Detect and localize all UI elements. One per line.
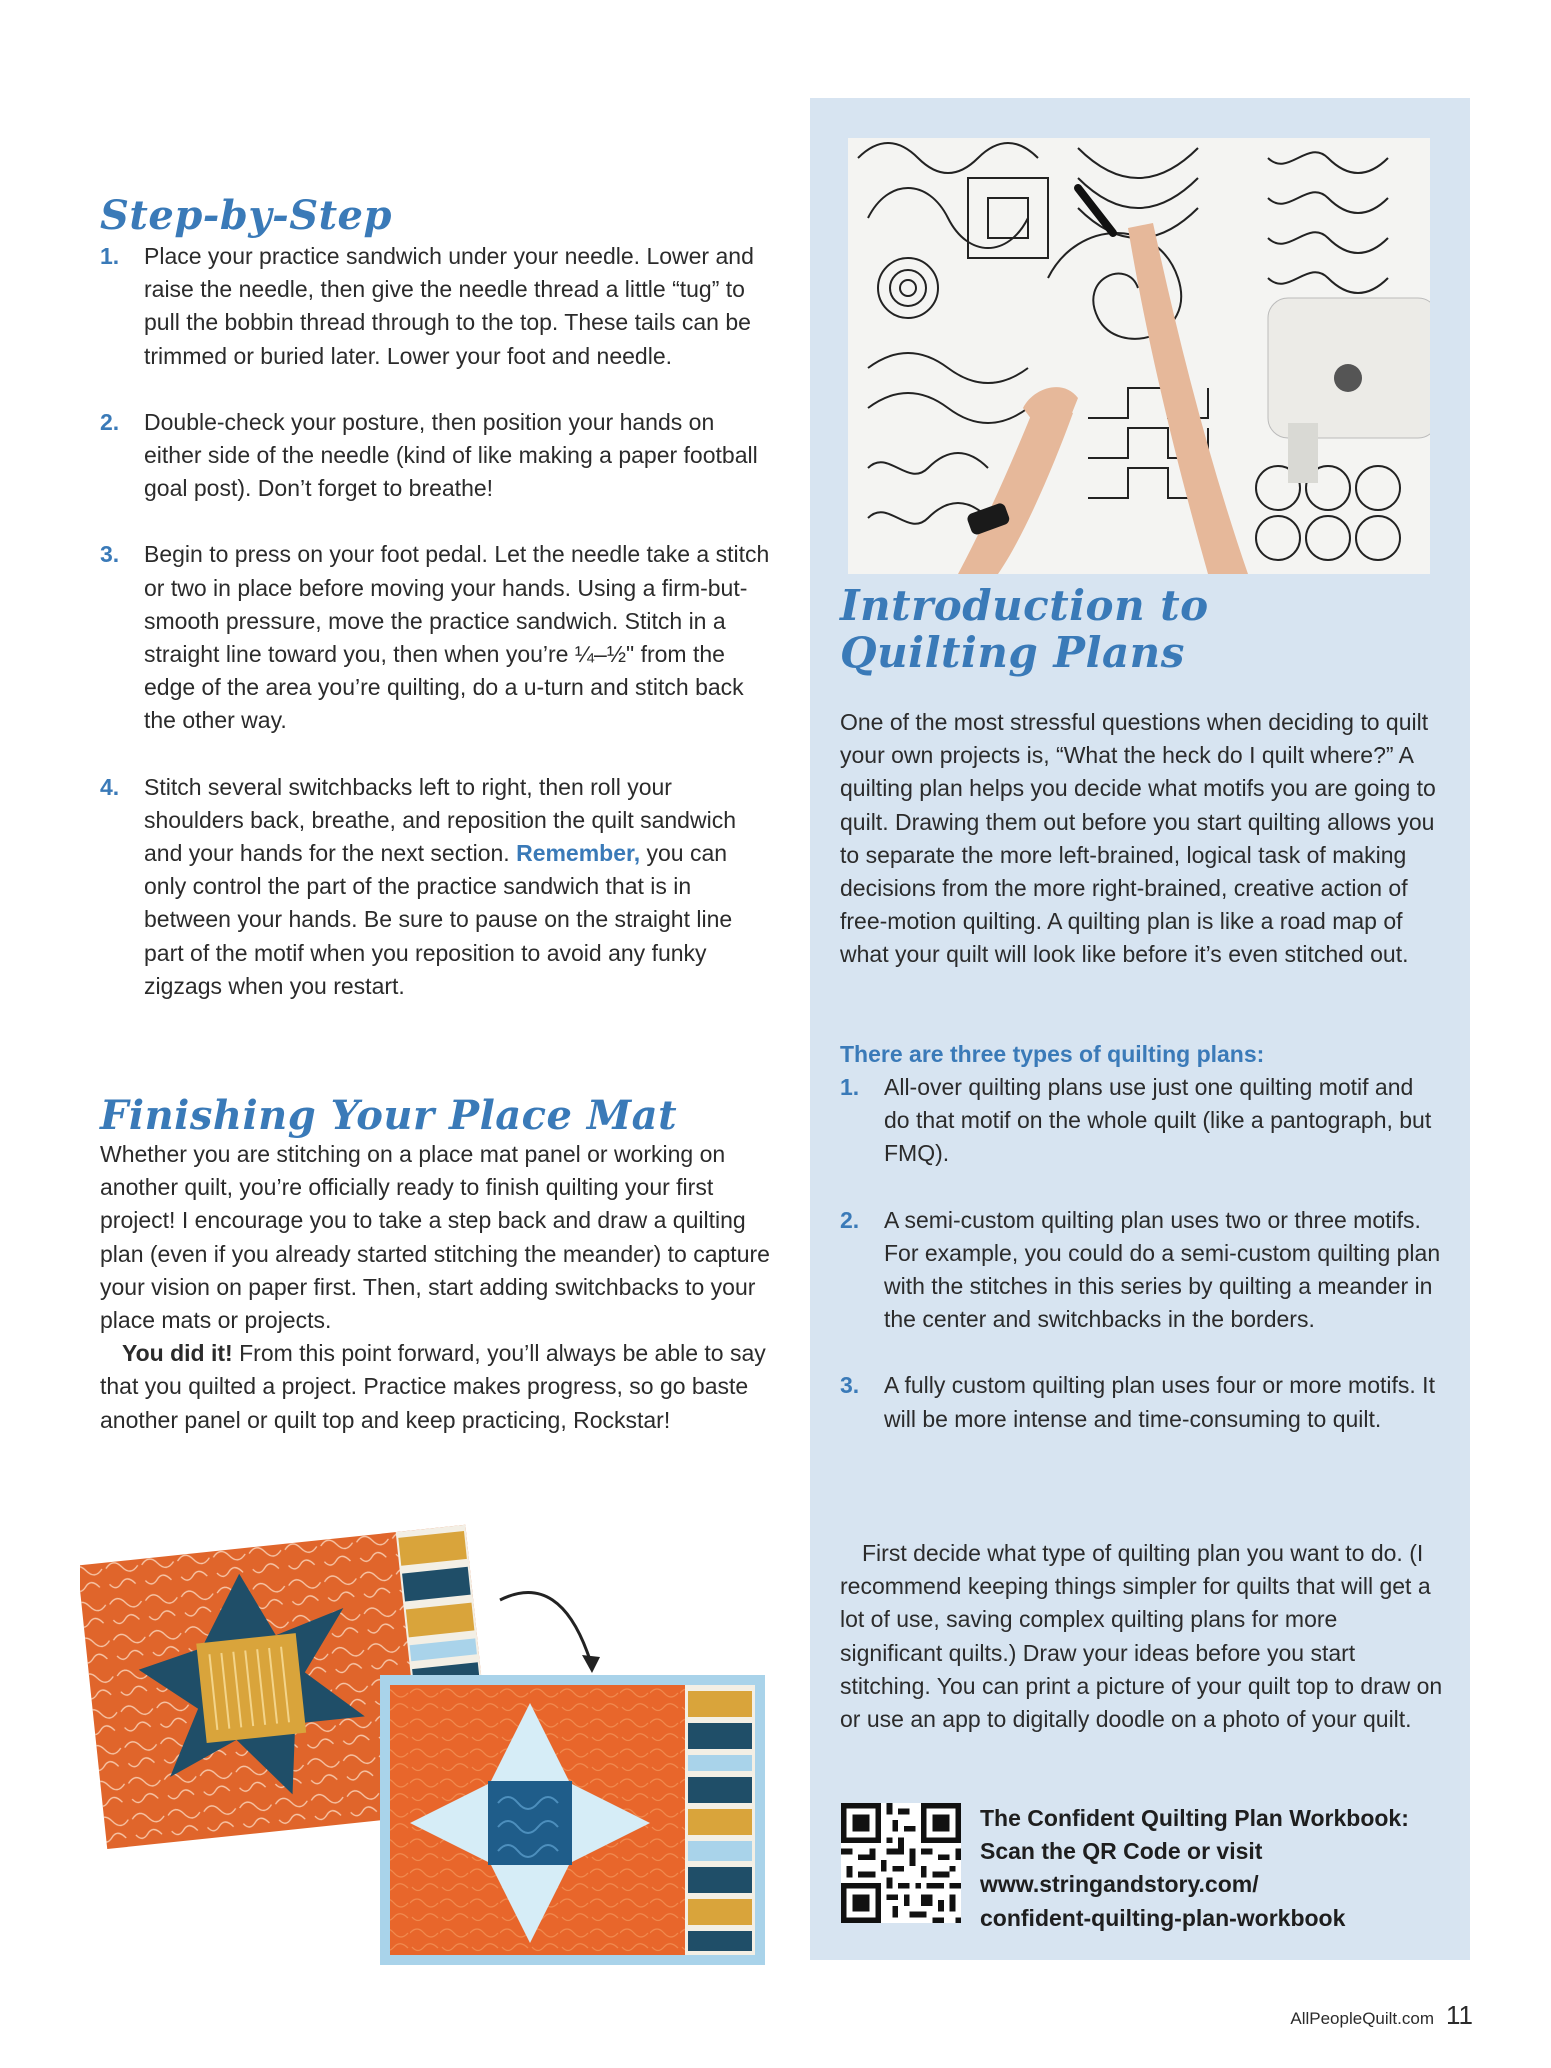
you-did-it-label: You did it! bbox=[122, 1340, 233, 1367]
site-name: AllPeopleQuilt.com bbox=[1290, 2009, 1434, 2028]
step-text: Begin to press on your foot pedal. Let the needle take a stitch or two in place before moving your hands. Using a firm-but-smooth pressure, move the practice sandwich. Stitch in a straight line toward you, then when you’re ¼–½" from the edge of the area you’re quilting, do a u-turn and stitch back the other way. bbox=[144, 541, 770, 734]
step-text: Stitch several switchbacks left to right, then roll your shoulders back, breathe, and reposition the quilt sandwich and your hands for the next section. bbox=[144, 773, 736, 867]
type-item bbox=[840, 1071, 1445, 1171]
remember-label: Remember, bbox=[516, 840, 641, 867]
front-place-mat bbox=[380, 1675, 765, 1965]
finishing-paragraph-text: From this point forward, you’ll always be able to say that you quilted a project. Practice makes progress, so go baste another panel or quilt top and keep practicing, Rockstar! bbox=[100, 1340, 766, 1433]
page-footer bbox=[1290, 2000, 1473, 2031]
finishing-paragraph-2 bbox=[100, 1337, 770, 1437]
step-text: Place your practice sandwich under your needle. Lower and raise the needle, then give the needle thread a little “tug” to pull the bobbin thread through to the top. These tails can be trimmed or buried later. Lower your foot and needle. bbox=[144, 243, 754, 369]
sidebar-heading-line-2: Quilting Plans bbox=[840, 628, 1185, 677]
type-number: 3. bbox=[840, 1372, 860, 1399]
step-list bbox=[100, 240, 770, 1003]
types-list bbox=[840, 1071, 1445, 1436]
step-item bbox=[100, 771, 770, 1003]
sidebar-closing: First decide what type of quilting plan you want to do. (I recommend keeping things simpler for quilts that will get a lot of use, saving complex quilting plans for more significant quilts.) Draw your ideas before you start stitching. You can print a picture of your quilt top to draw on or use an app to digitally doodle on a photo of your quilt. bbox=[840, 1540, 1443, 1733]
sidebar-heading-line-1: Introduction to bbox=[840, 581, 1209, 630]
workbook-url-line-1[interactable]: www.stringandstory.com/ bbox=[980, 1871, 1259, 1898]
workbook-title: The Confident Quilting Plan Workbook: bbox=[980, 1805, 1409, 1831]
sidebar-intro: One of the most stressful questions when deciding to quilt your own projects is, “What the heck do I quilt where?” A quilting plan helps you decide what motifs you are going to quilt. Drawing them out before you start quilting allows you to separate the more left-brained, logical task of making decisions from the more right-brained, creative action of free-motion quilting. A quilting plan is like a road map of what your quilt will look like before it’s even stitched out. bbox=[840, 709, 1436, 968]
step-item bbox=[100, 538, 770, 737]
types-heading: There are three types of quilting plans: bbox=[840, 1041, 1265, 1067]
type-text: A semi-custom quilting plan uses two or three motifs. For example, you could do a semi-custom quilting plan with the stitches in this series by quilting a meander in the center and switchbacks in the borders. bbox=[884, 1206, 1441, 1333]
type-item bbox=[840, 1204, 1445, 1337]
type-text: A fully custom quilting plan uses four or more motifs. It will be more intense and time-consuming to quilt. bbox=[884, 1372, 1435, 1432]
finishing-heading: Finishing Your Place Mat bbox=[100, 1092, 678, 1139]
step-number: 4. bbox=[100, 773, 120, 800]
type-text: All-over quilting plans use just one quilting motif and do that motif on the whole quilt (like a pantograph, but FMQ). bbox=[884, 1074, 1432, 1167]
type-item bbox=[840, 1369, 1445, 1435]
type-number: 1. bbox=[840, 1074, 860, 1100]
workbook-instruction: Scan the QR Code or visit bbox=[980, 1838, 1263, 1865]
place-mat-photo bbox=[80, 1505, 770, 1965]
workbook-callout bbox=[980, 1802, 1450, 1935]
step-item bbox=[100, 406, 770, 506]
arrow-icon bbox=[500, 1593, 590, 1661]
type-number: 2. bbox=[840, 1206, 860, 1233]
step-text: Double-check your posture, then position your hands on either side of the needle (kind of like making a paper football goal post). Don’t forget to breathe! bbox=[144, 408, 758, 502]
qr-code-icon[interactable] bbox=[841, 1803, 961, 1923]
quilting-drawing-photo bbox=[848, 138, 1430, 574]
finishing-text bbox=[100, 1138, 770, 1437]
step-number: 3. bbox=[100, 541, 120, 568]
workbook-url-line-2[interactable]: confident-quilting-plan-workbook bbox=[980, 1904, 1346, 1931]
page-number: 11 bbox=[1446, 2000, 1473, 2030]
step-text-continued: you can only control the part of the practice sandwich that is in between your hands. Be sure to pause on the straight line part of the motif when you reposition to avoid any funky zigzags when you restart. bbox=[144, 840, 733, 999]
step-number: 2. bbox=[100, 408, 120, 435]
finishing-paragraph: Whether you are stitching on a place mat panel or working on another quilt, you’re officially ready to finish quilting your first project! I encourage you to take a step back and draw a quilting plan (even if you already started stitching the meander) to capture your vision on paper first. Then, start adding switchbacks to your place mats or projects. bbox=[100, 1141, 770, 1334]
stepbystep-heading: Step-by-Step bbox=[100, 192, 392, 239]
step-item bbox=[100, 240, 770, 373]
sidebar-heading bbox=[840, 582, 1209, 676]
step-number: 1. bbox=[100, 243, 120, 269]
